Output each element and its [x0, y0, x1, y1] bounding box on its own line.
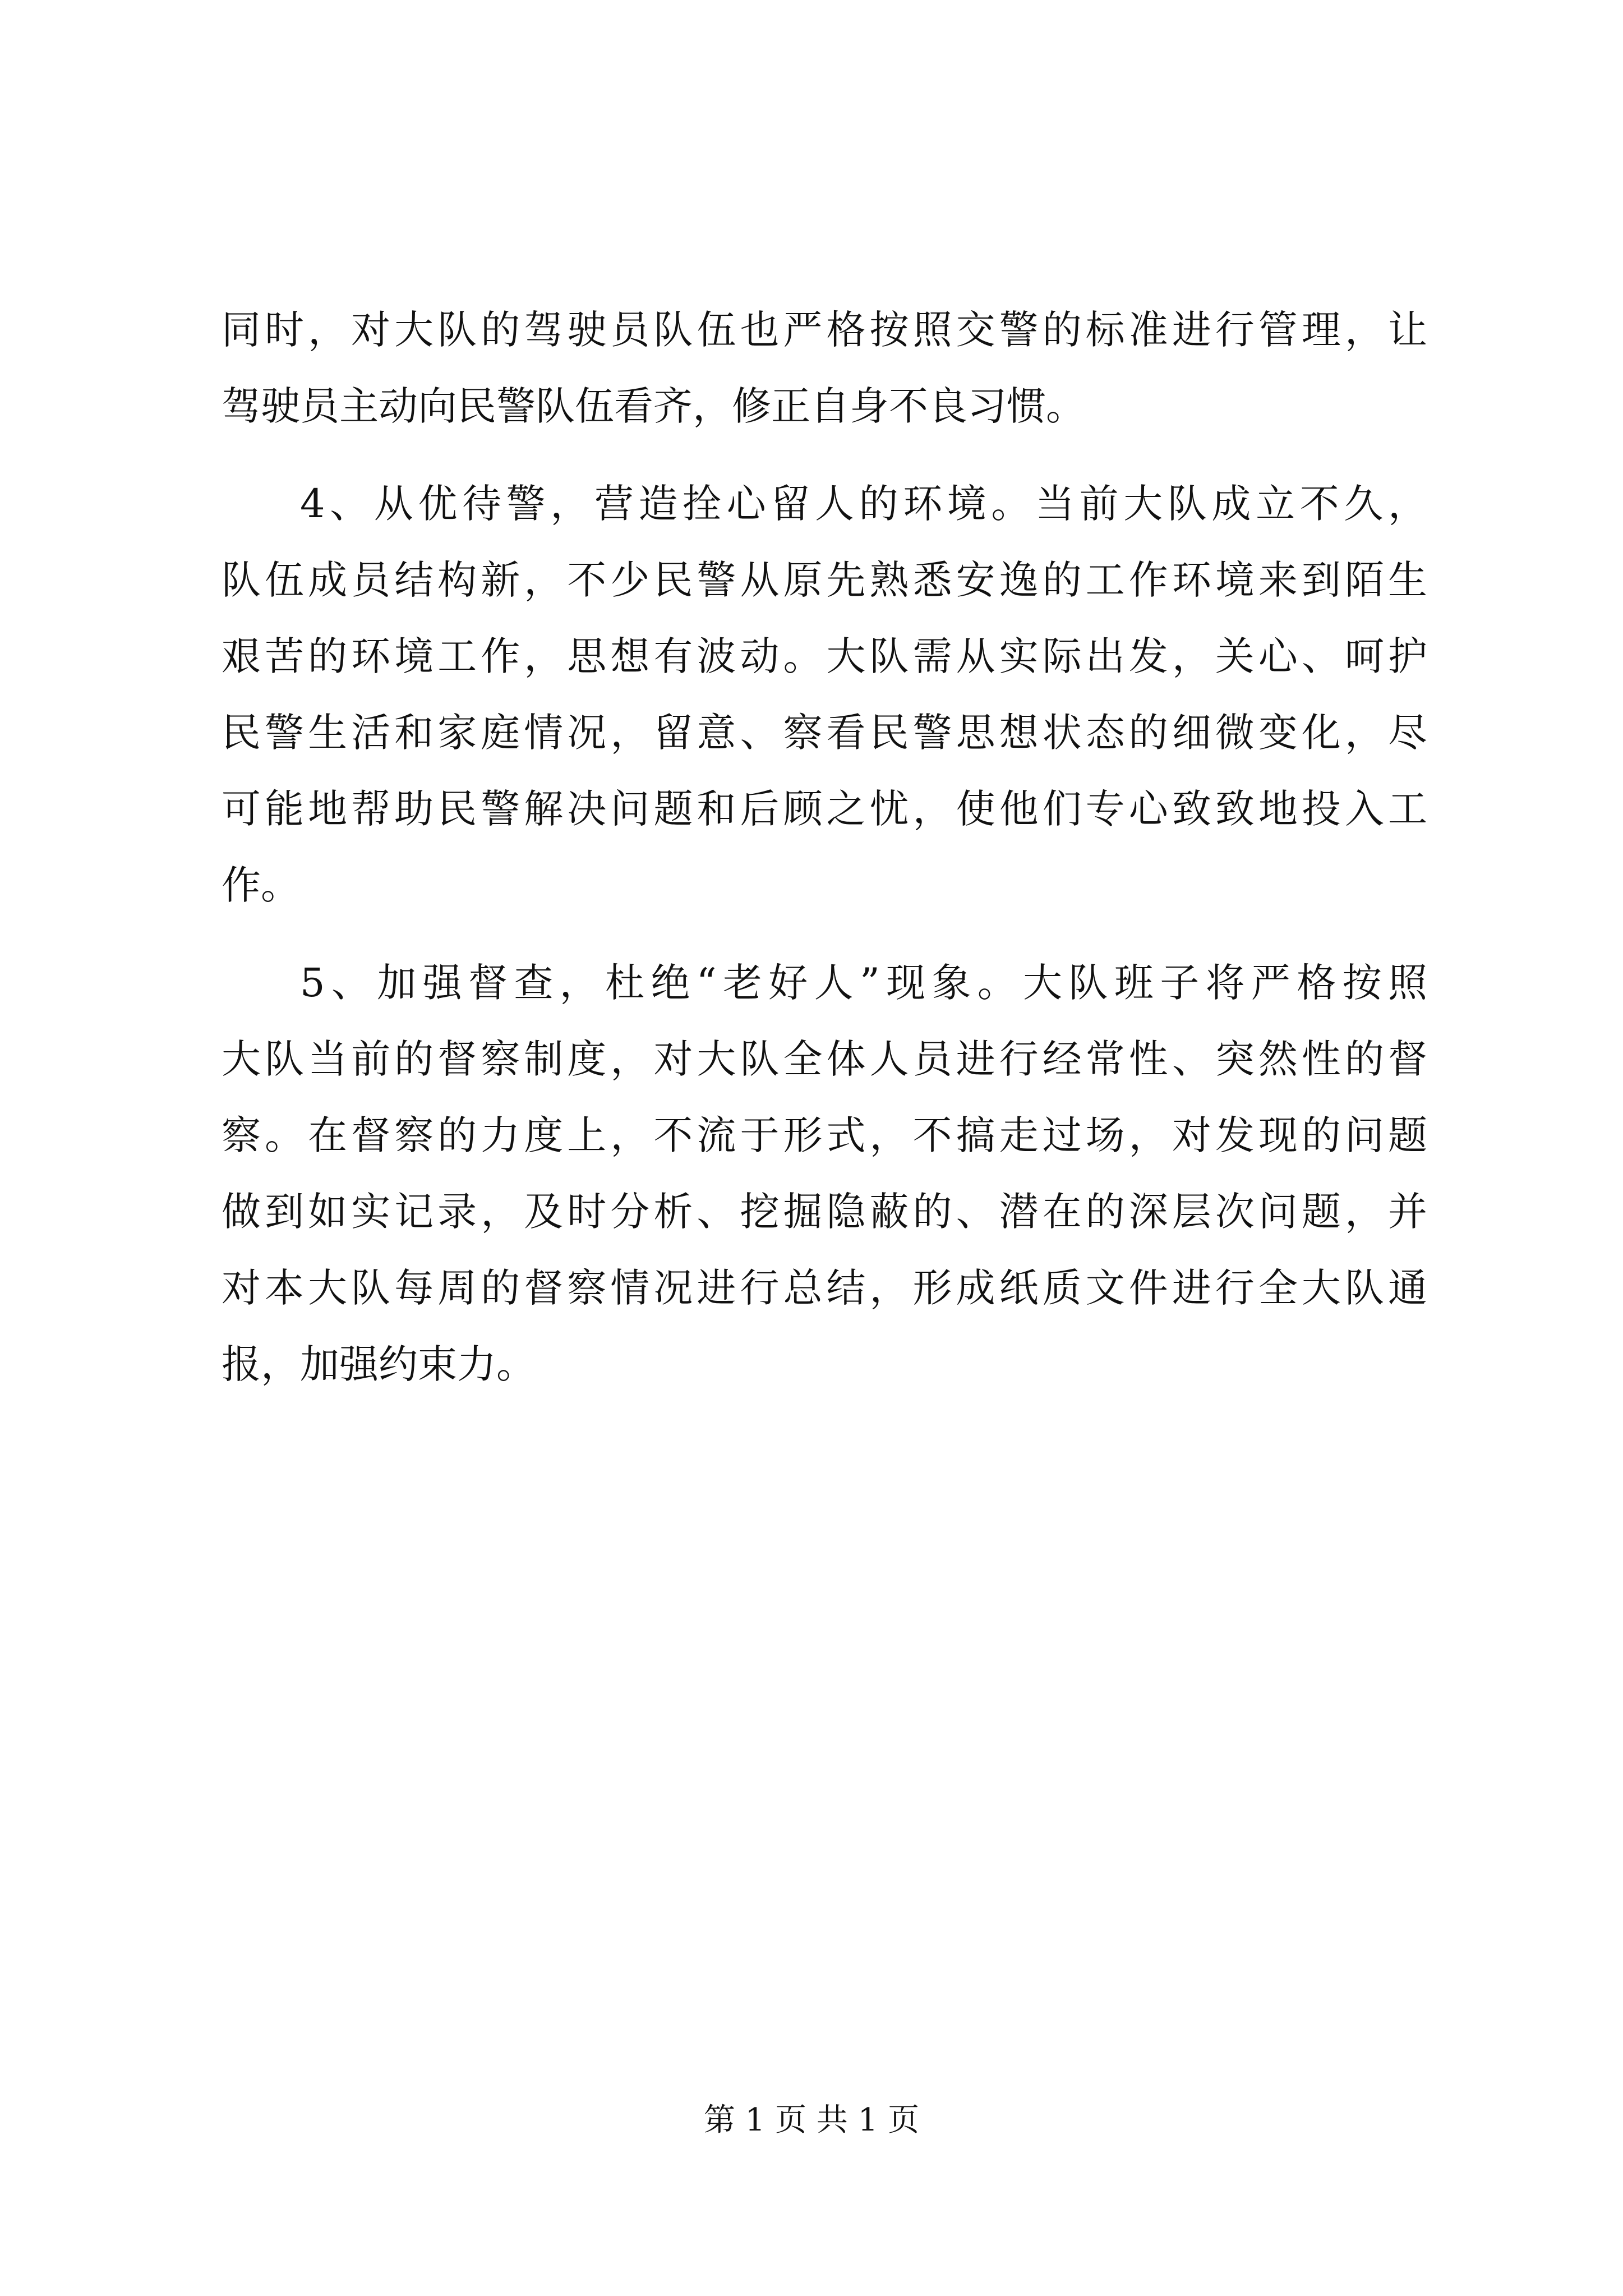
text-line: 做到如实记录，及时分析、挖掘隐蔽的、潜在的深层次问题，并: [222, 1189, 1427, 1235]
text-line: 驾驶员主动向民警队伍看齐，修正自身不良习惯。: [222, 383, 1085, 429]
text-line: 5、加强督查，杜绝“老好人”现象。大队班子将严格按照: [300, 960, 1427, 1006]
text-line: 作。: [222, 862, 300, 908]
text-line: 队伍成员结构新，不少民警从原先熟悉安逸的工作环境来到陌生: [222, 557, 1427, 603]
document-body: [222, 292, 1427, 1402]
text-line: 大队当前的督察制度，对大队全体人员进行经常性、突然性的督: [222, 1036, 1427, 1082]
text-line: 察。在督察的力度上，不流于形式，不搞走过场，对发现的问题: [222, 1112, 1427, 1158]
paragraph-item-4: [222, 466, 1427, 923]
paragraph-item-5: [222, 945, 1427, 1402]
text-line: 同时，对大队的驾驶员队伍也严格按照交警的标准进行管理，让: [222, 307, 1427, 353]
text-line: 4、从优待警，营造拴心留人的环境。当前大队成立不久，: [300, 481, 1427, 527]
page-footer: 第 1 页 共 1 页: [703, 2102, 920, 2138]
text-line: 可能地帮助民警解决问题和后顾之忧，使他们专心致致地投入工: [222, 786, 1427, 832]
paragraph-continuation: [222, 292, 1427, 444]
text-line: 民警生活和家庭情况，留意、察看民警思想状态的细微变化，尽: [222, 710, 1427, 756]
text-line: 艰苦的环境工作，思想有波动。大队需从实际出发，关心、呵护: [222, 633, 1427, 679]
text-line: 对本大队每周的督察情况进行总结，形成纸质文件进行全大队通: [222, 1265, 1427, 1311]
text-line: 报，加强约束力。: [222, 1341, 536, 1387]
